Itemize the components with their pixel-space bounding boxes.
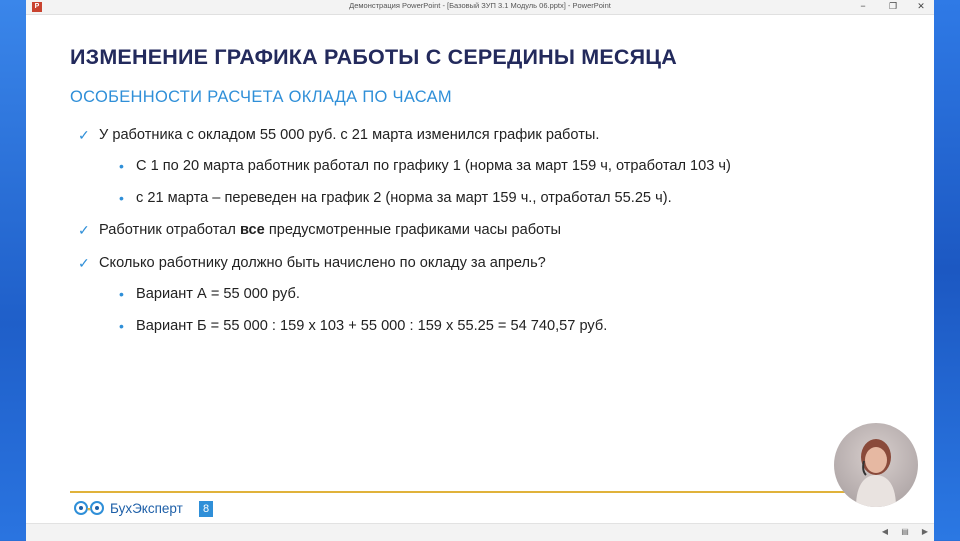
previous-slide-button[interactable]: ◀ [881,527,889,536]
checkmark-icon: ✓ [78,222,90,238]
bullet-2-bold: все [239,222,265,238]
powerpoint-icon: P [32,2,42,12]
bullet-2-post: предусмотренные графиками часы работы [264,222,562,238]
title-bar[interactable] [26,0,934,15]
bullet-1: У работника с окладом 55 000 руб. с 21 марта изменился график работы. [99,127,600,143]
checkmark-icon: ✓ [78,255,90,271]
minimize-button[interactable]: − [860,1,866,11]
window-title: Демонстрация PowerPoint - [Базовый ЗУП 3.1 Модуль 06.pptx] - PowerPoint [349,1,611,10]
sub-bullet-2: с 21 марта – переведен на график 2 (норма за март 159 ч., отработал 55.25 ч). [136,190,672,206]
status-bar [26,523,934,541]
desktop-background-left [0,0,26,540]
slide-menu-button[interactable]: ▤ [901,527,909,536]
bullet-2 [99,222,561,238]
buhexpert-logo [72,500,210,518]
logo-text: БухЭксперт [110,501,183,516]
checkmark-icon: ✓ [78,127,90,143]
bullet-3: Сколько работнику должно быть начислено по окладу за апрель? [99,255,546,271]
sub-bullet-3: Вариант А = 55 000 руб. [136,286,300,302]
bullet-dot-icon: • [119,190,124,206]
presenter-avatar [834,423,918,507]
desktop-background-right [934,0,960,540]
sub-bullet-1: С 1 по 20 марта работник работал по графику 1 (норма за март 159 ч, отработал 103 ч) [136,158,731,174]
next-slide-button[interactable]: ▶ [921,527,929,536]
slide-title: ИЗМЕНЕНИЕ ГРАФИКА РАБОТЫ С СЕРЕДИНЫ МЕСЯЦА [70,45,677,69]
powerpoint-window [26,0,934,540]
sub-bullet-4: Вариант Б = 55 000 : 159 х 103 + 55 000 : 159 х 55.25 = 54 740,57 руб. [136,318,608,334]
presenter-webcam [834,423,918,507]
slide-subtitle: ОСОБЕННОСТИ РАСЧЕТА ОКЛАДА ПО ЧАСАМ [70,88,452,106]
restore-button[interactable]: ❐ [888,1,898,11]
close-button[interactable]: ✕ [917,1,925,11]
slide [26,15,934,523]
bullet-2-pre: Работник отработал [99,222,240,238]
bullet-dot-icon: • [119,318,124,334]
bullet-dot-icon: • [119,286,124,302]
owl-icon [72,500,106,516]
bullet-dot-icon: • [119,158,124,174]
logo-badge: 8 [199,501,213,517]
footer-divider [70,491,850,493]
